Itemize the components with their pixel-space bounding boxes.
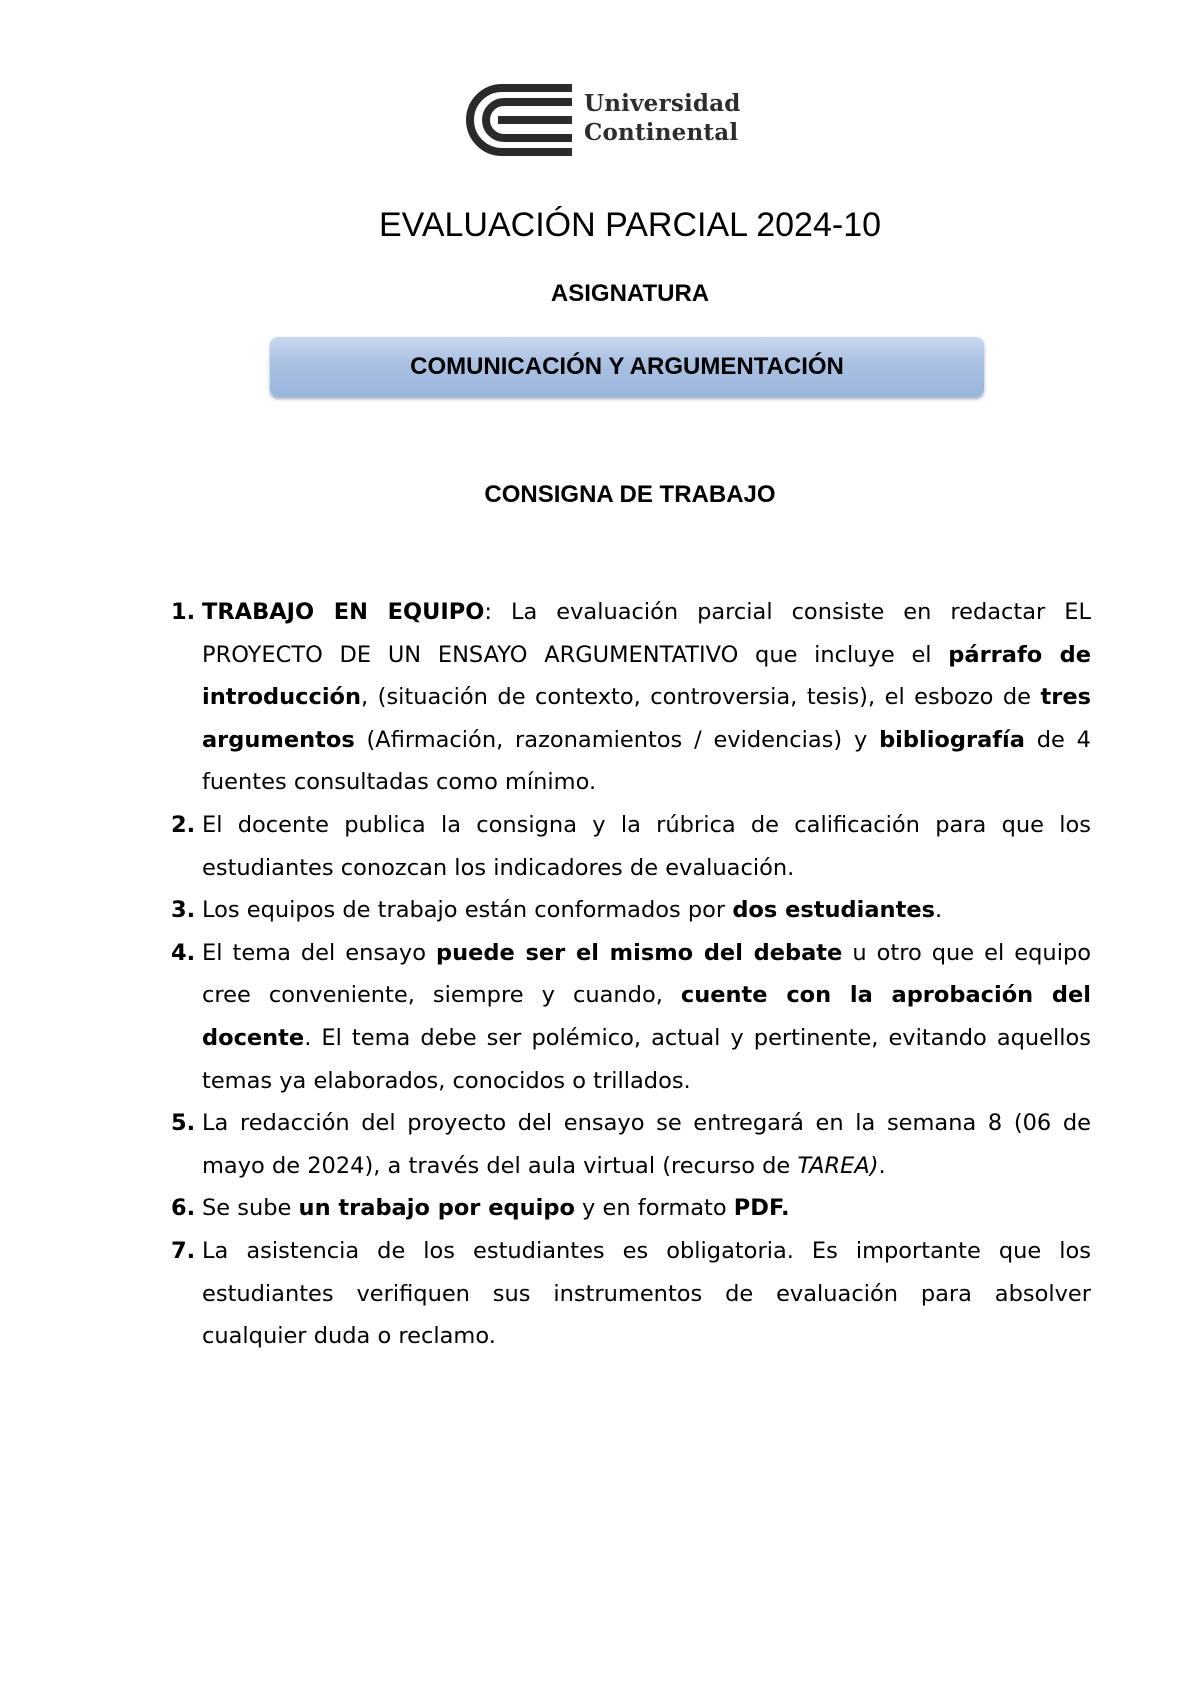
text-run: Los equipos de trabajo están conformados por [202,897,733,924]
list-item [171,1187,1091,1230]
list-item [171,1102,1091,1187]
italic-text: TAREA) [797,1152,879,1179]
bold-text: PDF. [733,1195,790,1222]
text-run: . [934,897,943,924]
bold-text: TRABAJO EN EQUIPO [202,599,485,625]
text-run: Se sube [202,1195,299,1222]
subject-label: ASIGNATURA [550,280,710,307]
text-run: . El tema debe ser polémico, actual y pertinente, evitando aquellos temas ya elaborados, conocidos o trillados. [202,1024,1091,1094]
list-item-number: 7. [171,1237,196,1264]
text-run: de 4 fuentes consultadas como mínimo. [202,726,1092,796]
text-run: : La evaluación parcial consiste en redactar EL PROYECTO DE UN ENSAYO ARGUMENTATIVO que incluye el [202,599,1091,668]
logo-text-line1: Universidad [584,90,741,117]
instructions-list [171,591,1091,1358]
list-item [171,889,1091,932]
section-title: CONSIGNA DE TRABAJO [484,481,776,508]
logo-text-line2: Continental [584,119,739,146]
text-run: La asistencia de los estudiantes es obligatoria. Es importante que los estudiantes verifiquen sus instrumentos de evaluación para absolver cualquier duda o reclamo. [202,1237,1091,1350]
continental-c-logo-icon [460,82,576,158]
list-item-number: 6. [171,1195,196,1222]
list-item-number: 4. [171,939,196,966]
bold-text: párrafo de introducción [202,641,1091,711]
bold-text: bibliografía [879,726,1025,753]
text-run: , (situación de contexto, controversia, tesis), el esbozo de [361,684,1041,711]
text-run: La redacción del proyecto del ensayo se entregará en la semana 8 (06 de mayo de 2024), a través del aula virtual (recurso de [202,1110,1091,1179]
text-run: . [878,1152,886,1179]
text-run: y en formato [574,1195,734,1222]
list-item-number: 5. [171,1110,196,1137]
list-item [171,804,1091,889]
text-run: El docente publica la consigna y la rúbrica de calificación para que los estudiantes conozcan los indicadores de evaluación. [202,811,1091,881]
bold-text: tres argumentos [202,684,1091,753]
course-name-banner [270,337,984,397]
text-run: u otro que el equipo cree conveniente, siempre y cuando, [202,939,1091,1009]
bold-text: dos estudiantes [732,897,935,924]
list-item-number: 1. [171,599,196,625]
list-item-number: 2. [171,811,196,838]
list-item [171,932,1091,1102]
list-item-number: 3. [171,897,196,924]
bold-text: cuente con la aprobación del docente [202,982,1091,1051]
university-logo [460,82,750,158]
list-item [171,1230,1091,1358]
bold-text: un trabajo por equipo [298,1195,575,1222]
text-run: (Afirmación, razonamientos / evidencias) y [354,726,880,753]
text-run: El tema del ensayo [202,939,437,966]
list-item [171,591,1091,804]
course-name: COMUNICACIÓN Y ARGUMENTACIÓN [410,353,844,380]
bold-text: puede ser el mismo del debate [436,939,843,966]
page-title: EVALUACIÓN PARCIAL 2024-10 [378,206,882,244]
